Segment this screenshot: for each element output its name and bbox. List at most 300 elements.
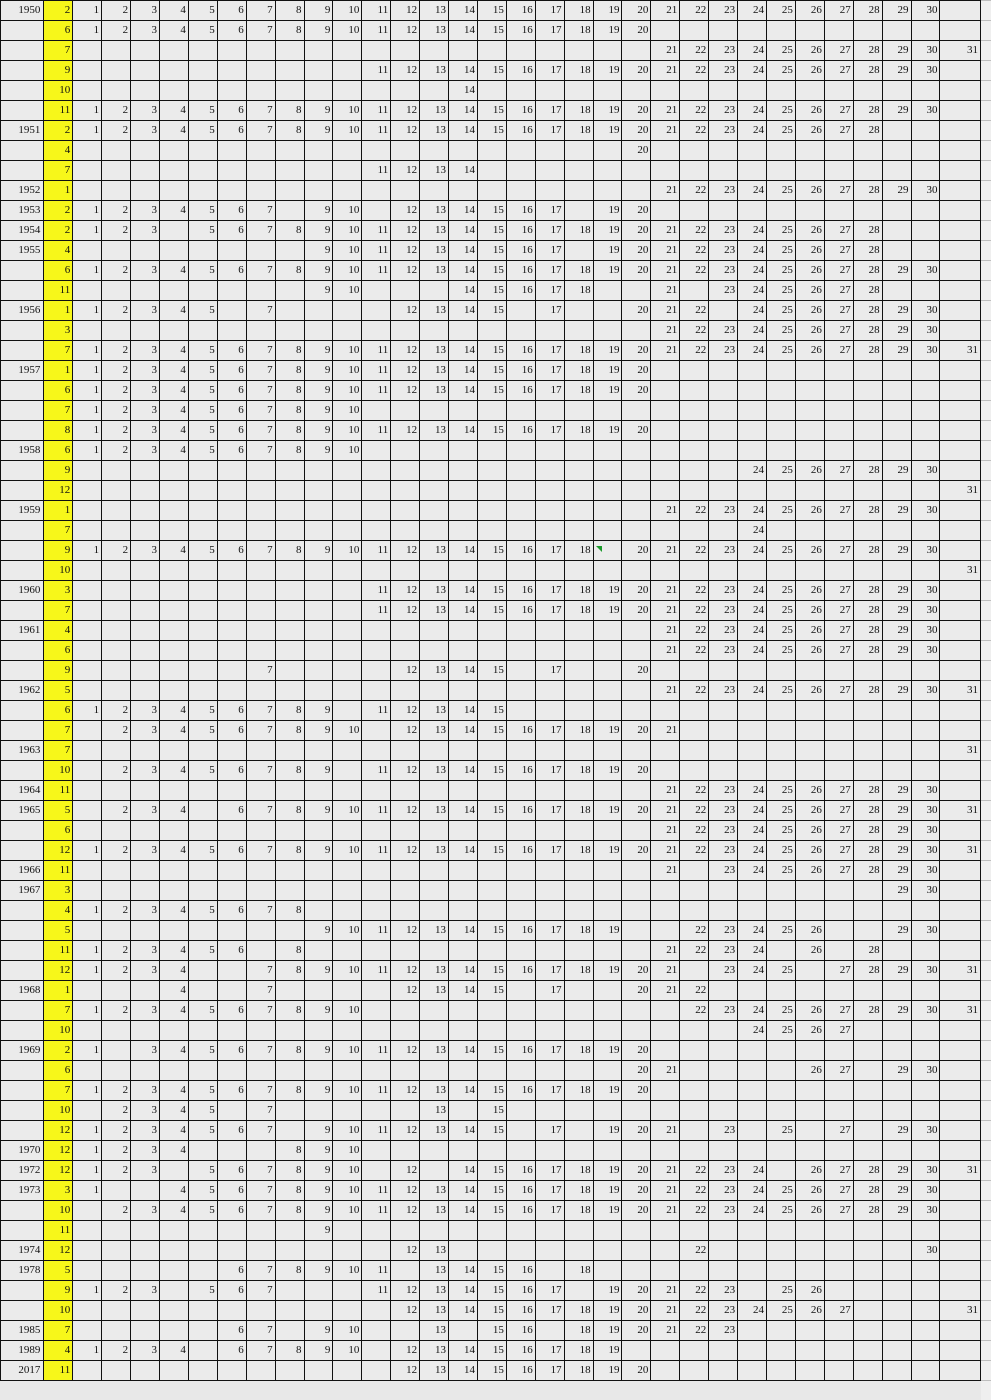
day-cell[interactable] (188, 861, 217, 881)
day-cell[interactable]: 25 (767, 461, 796, 481)
day-cell[interactable] (882, 1141, 911, 1161)
year-cell[interactable] (1, 1061, 44, 1081)
day-cell[interactable]: 15 (477, 421, 506, 441)
day-cell[interactable] (506, 181, 535, 201)
day-cell[interactable]: 20 (622, 661, 651, 681)
month-cell[interactable]: 7 (44, 1081, 73, 1101)
day-cell[interactable] (680, 81, 709, 101)
day-cell[interactable]: 25 (767, 621, 796, 641)
day-cell[interactable]: 4 (159, 341, 188, 361)
day-cell[interactable] (159, 1161, 188, 1181)
day-cell[interactable]: 21 (651, 101, 680, 121)
day-cell[interactable]: 14 (449, 301, 478, 321)
day-cell[interactable] (217, 281, 246, 301)
day-cell[interactable]: 28 (853, 841, 882, 861)
day-cell[interactable] (362, 281, 391, 301)
day-cell[interactable]: 18 (564, 961, 593, 981)
day-cell[interactable] (73, 801, 102, 821)
day-cell[interactable]: 3 (131, 801, 160, 821)
day-cell[interactable] (535, 861, 564, 881)
day-cell[interactable] (940, 241, 981, 261)
day-cell[interactable]: 12 (391, 841, 420, 861)
day-cell[interactable]: 19 (593, 961, 622, 981)
day-cell[interactable] (449, 1221, 478, 1241)
day-cell[interactable] (304, 501, 333, 521)
day-cell[interactable]: 31 (940, 481, 981, 501)
day-cell[interactable] (217, 1141, 246, 1161)
day-cell[interactable]: 14 (449, 21, 478, 41)
day-cell[interactable] (188, 141, 217, 161)
day-cell[interactable]: 2 (102, 1001, 131, 1021)
day-cell[interactable] (246, 521, 275, 541)
day-cell[interactable] (246, 641, 275, 661)
day-cell[interactable]: 15 (477, 801, 506, 821)
day-cell[interactable]: 16 (506, 201, 535, 221)
day-cell[interactable]: 28 (853, 1161, 882, 1181)
day-cell[interactable] (622, 1241, 651, 1261)
day-cell[interactable]: 8 (275, 1201, 304, 1221)
day-cell[interactable]: 1 (73, 1341, 102, 1361)
day-cell[interactable] (651, 741, 680, 761)
day-cell[interactable]: 2 (102, 761, 131, 781)
day-cell[interactable]: 26 (795, 861, 824, 881)
day-cell[interactable]: 2 (102, 1341, 131, 1361)
day-cell[interactable]: 16 (506, 921, 535, 941)
day-cell[interactable] (680, 1081, 709, 1101)
day-cell[interactable] (709, 1261, 738, 1281)
year-cell[interactable] (1, 101, 44, 121)
year-cell[interactable]: 1968 (1, 981, 44, 1001)
day-cell[interactable]: 4 (159, 1181, 188, 1201)
day-cell[interactable]: 16 (506, 581, 535, 601)
day-cell[interactable] (159, 601, 188, 621)
day-cell[interactable]: 19 (593, 841, 622, 861)
day-cell[interactable] (131, 921, 160, 941)
day-cell[interactable] (275, 881, 304, 901)
day-cell[interactable] (795, 1121, 824, 1141)
day-cell[interactable] (246, 41, 275, 61)
day-cell[interactable]: 28 (853, 821, 882, 841)
day-cell[interactable] (477, 821, 506, 841)
day-cell[interactable]: 5 (188, 1101, 217, 1121)
day-cell[interactable] (564, 821, 593, 841)
day-cell[interactable] (333, 1241, 362, 1261)
day-cell[interactable] (217, 1241, 246, 1261)
day-cell[interactable] (593, 141, 622, 161)
day-cell[interactable]: 19 (593, 761, 622, 781)
year-cell[interactable] (1, 41, 44, 61)
month-cell[interactable]: 10 (44, 1101, 73, 1121)
day-cell[interactable]: 26 (795, 1301, 824, 1321)
day-cell[interactable] (535, 901, 564, 921)
day-cell[interactable]: 6 (217, 101, 246, 121)
day-cell[interactable]: 26 (795, 341, 824, 361)
day-cell[interactable] (131, 1361, 160, 1381)
day-cell[interactable]: 11 (362, 1201, 391, 1221)
day-cell[interactable]: 7 (246, 201, 275, 221)
day-cell[interactable] (564, 461, 593, 481)
day-cell[interactable] (188, 41, 217, 61)
day-cell[interactable] (188, 601, 217, 621)
day-cell[interactable] (824, 201, 853, 221)
day-cell[interactable] (275, 1241, 304, 1261)
day-cell[interactable]: 20 (622, 1321, 651, 1341)
day-cell[interactable]: 27 (824, 1301, 853, 1321)
day-cell[interactable] (940, 1181, 981, 1201)
day-cell[interactable] (593, 741, 622, 761)
day-cell[interactable]: 10 (333, 441, 362, 461)
day-cell[interactable] (853, 881, 882, 901)
day-cell[interactable]: 24 (738, 221, 767, 241)
day-cell[interactable] (738, 81, 767, 101)
day-cell[interactable]: 19 (593, 121, 622, 141)
day-cell[interactable] (420, 181, 449, 201)
day-cell[interactable]: 9 (304, 701, 333, 721)
day-cell[interactable] (362, 881, 391, 901)
day-cell[interactable] (217, 681, 246, 701)
day-cell[interactable] (593, 1141, 622, 1161)
day-cell[interactable] (564, 681, 593, 701)
day-cell[interactable]: 11 (362, 1121, 391, 1141)
day-cell[interactable] (940, 1321, 981, 1341)
day-cell[interactable] (333, 81, 362, 101)
day-cell[interactable] (362, 981, 391, 1001)
day-cell[interactable]: 3 (131, 1281, 160, 1301)
day-cell[interactable]: 28 (853, 121, 882, 141)
day-cell[interactable]: 3 (131, 301, 160, 321)
day-cell[interactable]: 27 (824, 581, 853, 601)
day-cell[interactable]: 7 (246, 841, 275, 861)
day-cell[interactable]: 29 (882, 301, 911, 321)
day-cell[interactable] (131, 821, 160, 841)
day-cell[interactable]: 24 (738, 541, 767, 561)
day-cell[interactable]: 4 (159, 1121, 188, 1141)
day-cell[interactable] (795, 481, 824, 501)
day-cell[interactable]: 2 (102, 1, 131, 21)
day-cell[interactable]: 1 (73, 341, 102, 361)
day-cell[interactable] (709, 421, 738, 441)
day-cell[interactable] (73, 281, 102, 301)
day-cell[interactable]: 31 (940, 681, 981, 701)
day-cell[interactable]: 15 (477, 101, 506, 121)
day-cell[interactable]: 18 (564, 541, 593, 561)
day-cell[interactable] (940, 1041, 981, 1061)
day-cell[interactable]: 24 (738, 61, 767, 81)
day-cell[interactable] (882, 481, 911, 501)
day-cell[interactable]: 1 (73, 221, 102, 241)
day-cell[interactable]: 23 (709, 841, 738, 861)
day-cell[interactable]: 14 (449, 221, 478, 241)
day-cell[interactable] (535, 401, 564, 421)
day-cell[interactable] (217, 881, 246, 901)
day-cell[interactable]: 26 (795, 61, 824, 81)
day-cell[interactable]: 11 (362, 961, 391, 981)
day-cell[interactable]: 26 (795, 1161, 824, 1181)
day-cell[interactable] (622, 821, 651, 841)
day-cell[interactable] (217, 521, 246, 541)
day-cell[interactable] (420, 321, 449, 341)
day-cell[interactable] (304, 741, 333, 761)
day-cell[interactable] (882, 141, 911, 161)
day-cell[interactable]: 18 (564, 221, 593, 241)
day-cell[interactable]: 12 (391, 1161, 420, 1181)
day-cell[interactable]: 12 (391, 1281, 420, 1301)
day-cell[interactable]: 25 (767, 961, 796, 981)
day-cell[interactable] (477, 781, 506, 801)
day-cell[interactable]: 11 (362, 221, 391, 241)
day-cell[interactable]: 25 (767, 221, 796, 241)
day-cell[interactable]: 19 (593, 1081, 622, 1101)
day-cell[interactable]: 10 (333, 721, 362, 741)
day-cell[interactable] (853, 721, 882, 741)
day-cell[interactable] (477, 1021, 506, 1041)
day-cell[interactable]: 16 (506, 361, 535, 381)
day-cell[interactable] (304, 821, 333, 841)
day-cell[interactable] (940, 301, 981, 321)
day-cell[interactable]: 29 (882, 621, 911, 641)
day-cell[interactable] (159, 81, 188, 101)
year-cell[interactable]: 1964 (1, 781, 44, 801)
day-cell[interactable] (940, 1261, 981, 1281)
day-cell[interactable]: 11 (362, 601, 391, 621)
day-cell[interactable] (420, 881, 449, 901)
day-cell[interactable] (882, 1341, 911, 1361)
day-cell[interactable]: 6 (217, 1121, 246, 1141)
day-cell[interactable] (593, 441, 622, 461)
day-cell[interactable]: 24 (738, 341, 767, 361)
day-cell[interactable] (102, 641, 131, 661)
day-cell[interactable]: 9 (304, 421, 333, 441)
day-cell[interactable]: 27 (824, 601, 853, 621)
day-cell[interactable]: 24 (738, 1301, 767, 1321)
day-cell[interactable]: 8 (275, 1081, 304, 1101)
day-cell[interactable]: 11 (362, 341, 391, 361)
day-cell[interactable]: 16 (506, 341, 535, 361)
day-cell[interactable] (940, 221, 981, 241)
day-cell[interactable]: 21 (651, 1161, 680, 1181)
day-cell[interactable] (680, 361, 709, 381)
day-cell[interactable]: 30 (911, 881, 940, 901)
day-cell[interactable] (738, 1121, 767, 1141)
day-cell[interactable]: 14 (449, 1281, 478, 1301)
year-cell[interactable] (1, 141, 44, 161)
day-cell[interactable] (188, 1301, 217, 1321)
day-cell[interactable]: 27 (824, 681, 853, 701)
day-cell[interactable] (449, 1321, 478, 1341)
day-cell[interactable] (73, 181, 102, 201)
day-cell[interactable] (304, 621, 333, 641)
day-cell[interactable]: 27 (824, 281, 853, 301)
day-cell[interactable]: 18 (564, 421, 593, 441)
day-cell[interactable]: 26 (795, 241, 824, 261)
year-cell[interactable] (1, 661, 44, 681)
day-cell[interactable] (853, 1021, 882, 1041)
day-cell[interactable]: 2 (102, 381, 131, 401)
day-cell[interactable]: 20 (622, 581, 651, 601)
day-cell[interactable] (651, 1021, 680, 1041)
day-cell[interactable]: 7 (246, 441, 275, 461)
day-cell[interactable]: 17 (535, 661, 564, 681)
day-cell[interactable] (940, 581, 981, 601)
day-cell[interactable]: 10 (333, 1261, 362, 1281)
day-cell[interactable]: 7 (246, 1001, 275, 1021)
day-cell[interactable]: 4 (159, 121, 188, 141)
day-cell[interactable] (420, 941, 449, 961)
day-cell[interactable]: 7 (246, 261, 275, 281)
year-cell[interactable]: 1967 (1, 881, 44, 901)
day-cell[interactable]: 15 (477, 661, 506, 681)
day-cell[interactable]: 3 (131, 381, 160, 401)
day-cell[interactable] (304, 1101, 333, 1121)
day-cell[interactable] (738, 1261, 767, 1281)
day-cell[interactable] (506, 441, 535, 461)
day-cell[interactable]: 10 (333, 421, 362, 441)
day-cell[interactable] (824, 1341, 853, 1361)
day-cell[interactable]: 6 (217, 401, 246, 421)
day-cell[interactable] (911, 701, 940, 721)
day-cell[interactable]: 12 (391, 241, 420, 261)
day-cell[interactable] (246, 1241, 275, 1261)
day-cell[interactable] (449, 461, 478, 481)
day-cell[interactable]: 25 (767, 681, 796, 701)
day-cell[interactable] (275, 1361, 304, 1381)
year-cell[interactable]: 1974 (1, 1241, 44, 1261)
day-cell[interactable]: 20 (622, 141, 651, 161)
day-cell[interactable]: 25 (767, 601, 796, 621)
day-cell[interactable] (275, 621, 304, 641)
day-cell[interactable] (131, 181, 160, 201)
day-cell[interactable] (535, 1221, 564, 1241)
day-cell[interactable] (275, 1021, 304, 1041)
day-cell[interactable] (738, 741, 767, 761)
day-cell[interactable] (940, 161, 981, 181)
day-cell[interactable]: 13 (420, 841, 449, 861)
day-cell[interactable] (131, 581, 160, 601)
day-cell[interactable]: 16 (506, 541, 535, 561)
day-cell[interactable]: 25 (767, 1201, 796, 1221)
day-cell[interactable] (853, 21, 882, 41)
day-cell[interactable]: 20 (622, 1161, 651, 1181)
day-cell[interactable]: 13 (420, 581, 449, 601)
day-cell[interactable] (564, 141, 593, 161)
day-cell[interactable] (333, 321, 362, 341)
day-cell[interactable] (940, 701, 981, 721)
day-cell[interactable]: 2 (102, 21, 131, 41)
day-cell[interactable] (275, 781, 304, 801)
day-cell[interactable]: 12 (391, 1, 420, 21)
day-cell[interactable]: 22 (680, 241, 709, 261)
day-cell[interactable]: 22 (680, 1181, 709, 1201)
day-cell[interactable] (449, 401, 478, 421)
day-cell[interactable]: 18 (564, 341, 593, 361)
day-cell[interactable] (767, 81, 796, 101)
day-cell[interactable] (882, 1081, 911, 1101)
day-cell[interactable] (304, 661, 333, 681)
day-cell[interactable] (882, 281, 911, 301)
year-cell[interactable] (1, 761, 44, 781)
day-cell[interactable]: 4 (159, 761, 188, 781)
day-cell[interactable] (853, 141, 882, 161)
day-cell[interactable] (767, 1081, 796, 1101)
day-cell[interactable] (188, 281, 217, 301)
day-cell[interactable] (911, 121, 940, 141)
day-cell[interactable]: 25 (767, 1301, 796, 1321)
day-cell[interactable]: 7 (246, 701, 275, 721)
day-cell[interactable] (767, 1061, 796, 1081)
day-cell[interactable] (449, 821, 478, 841)
day-cell[interactable] (73, 161, 102, 181)
year-cell[interactable] (1, 521, 44, 541)
day-cell[interactable] (304, 1281, 333, 1301)
day-cell[interactable] (911, 1221, 940, 1241)
day-cell[interactable] (622, 441, 651, 461)
day-cell[interactable]: 13 (420, 721, 449, 741)
month-cell[interactable]: 1 (44, 501, 73, 521)
day-cell[interactable] (535, 781, 564, 801)
day-cell[interactable] (217, 1301, 246, 1321)
day-cell[interactable] (911, 1261, 940, 1281)
day-cell[interactable]: 20 (622, 61, 651, 81)
day-cell[interactable] (738, 1041, 767, 1061)
day-cell[interactable] (246, 1061, 275, 1081)
day-cell[interactable] (651, 661, 680, 681)
day-cell[interactable]: 17 (535, 601, 564, 621)
day-cell[interactable]: 21 (651, 981, 680, 1001)
day-cell[interactable] (680, 421, 709, 441)
day-cell[interactable] (246, 61, 275, 81)
day-cell[interactable]: 26 (795, 261, 824, 281)
day-cell[interactable]: 19 (593, 241, 622, 261)
day-cell[interactable] (159, 861, 188, 881)
day-cell[interactable]: 3 (131, 421, 160, 441)
day-cell[interactable] (420, 781, 449, 801)
day-cell[interactable]: 26 (795, 321, 824, 341)
day-cell[interactable] (217, 41, 246, 61)
day-cell[interactable] (564, 661, 593, 681)
day-cell[interactable] (73, 621, 102, 641)
day-cell[interactable] (391, 81, 420, 101)
day-cell[interactable]: 22 (680, 101, 709, 121)
day-cell[interactable] (159, 881, 188, 901)
day-cell[interactable] (680, 381, 709, 401)
day-cell[interactable]: 27 (824, 41, 853, 61)
day-cell[interactable]: 15 (477, 381, 506, 401)
day-cell[interactable] (882, 1041, 911, 1061)
day-cell[interactable]: 17 (535, 61, 564, 81)
day-cell[interactable] (102, 1321, 131, 1341)
day-cell[interactable]: 22 (680, 1241, 709, 1261)
day-cell[interactable] (709, 1341, 738, 1361)
day-cell[interactable] (102, 581, 131, 601)
day-cell[interactable]: 27 (824, 221, 853, 241)
day-cell[interactable] (362, 461, 391, 481)
day-cell[interactable] (767, 701, 796, 721)
day-cell[interactable]: 31 (940, 1301, 981, 1321)
day-cell[interactable]: 18 (564, 801, 593, 821)
day-cell[interactable]: 17 (535, 1, 564, 21)
day-cell[interactable]: 3 (131, 721, 160, 741)
day-cell[interactable] (795, 1141, 824, 1161)
day-cell[interactable]: 21 (651, 721, 680, 741)
day-cell[interactable]: 2 (102, 121, 131, 141)
day-cell[interactable]: 1 (73, 1141, 102, 1161)
day-cell[interactable] (564, 621, 593, 641)
day-cell[interactable]: 13 (420, 241, 449, 261)
day-cell[interactable] (275, 1281, 304, 1301)
year-cell[interactable] (1, 401, 44, 421)
day-cell[interactable] (159, 921, 188, 941)
day-cell[interactable]: 18 (564, 1361, 593, 1381)
